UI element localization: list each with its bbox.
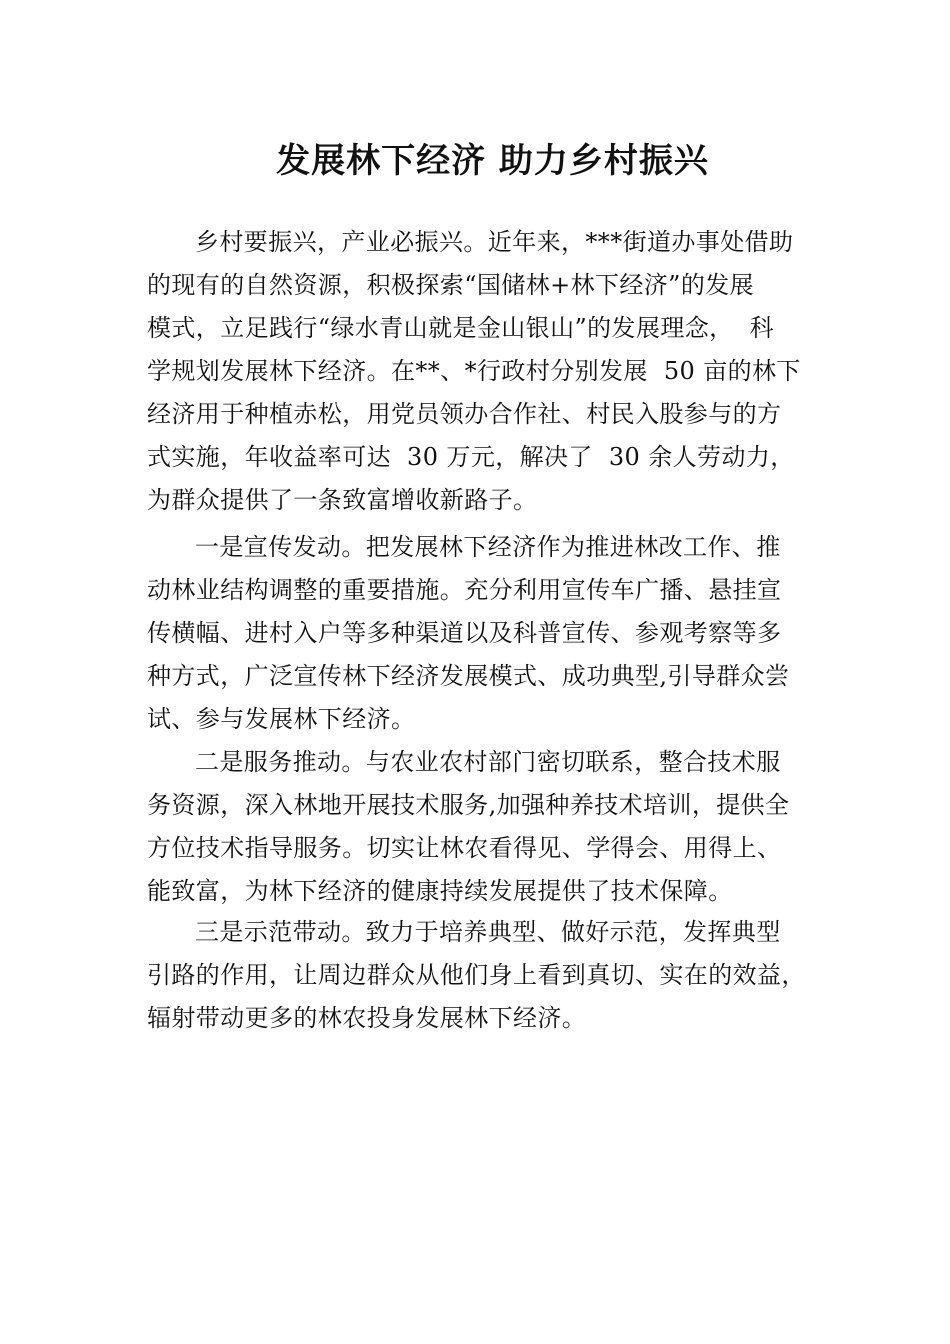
paragraph-line: 传横幅、进村入户等多种渠道以及科普宣传、参观考察等多 [147, 619, 782, 647]
paragraph-line: 乡村要振兴，产业必振兴。近年来，***街道办事处借助 [195, 228, 794, 256]
paragraph-line: 式实施，年收益率可达 30 万元，解决了 30 余人劳动力， [147, 443, 795, 471]
paragraph-line: 务资源，深入林地开展技术服务,加强种养技术培训，提供全 [147, 791, 790, 819]
paragraph-line: 能致富，为林下经济的健康持续发展提供了技术保障。 [147, 877, 733, 905]
paragraph-line: 引路的作用，让周边群众从他们身上看到真切、实在的效益， [147, 961, 806, 989]
paragraph-line: 为群众提供了一条致富增收新路子。 [147, 486, 538, 514]
paragraph-line: 经济用于种植赤松，用党员领办合作社、村民入股参与的方 [147, 400, 782, 428]
paragraph-line: 种方式，广泛宣传林下经济发展模式、成功典型,引导群众尝 [147, 662, 790, 690]
paragraph-line: 试、参与发展林下经济。 [147, 705, 416, 733]
document-title: 发展林下经济 助力乡村振兴 [276, 141, 709, 181]
paragraph-line: 动林业结构调整的重要措施。充分利用宣传车广播、悬挂宣 [147, 576, 782, 604]
paragraph-line: 方位技术指导服务。切实让林农看得见、学得会、用得上、 [147, 834, 782, 862]
paragraph-line: 学规划发展林下经济。在**、*行政村分别发展 50 亩的林下 [147, 357, 801, 385]
paragraph-line: 的现有的自然资源，积极探索“国储林+林下经济”的发展 [147, 271, 755, 299]
paragraph-line: 辐射带动更多的林农投身发展林下经济。 [147, 1004, 587, 1032]
paragraph-line: 模式，立足践行“绿水青山就是金山银山”的发展理念， 科 [147, 314, 774, 342]
paragraph-line: 三是示范带动。致力于培养典型、做好示范，发挥典型 [195, 918, 781, 946]
paragraph-line: 一是宣传发动。把发展林下经济作为推进林改工作、推 [195, 533, 781, 561]
paragraph-line: 二是服务推动。与农业农村部门密切联系，整合技术服 [195, 748, 781, 776]
